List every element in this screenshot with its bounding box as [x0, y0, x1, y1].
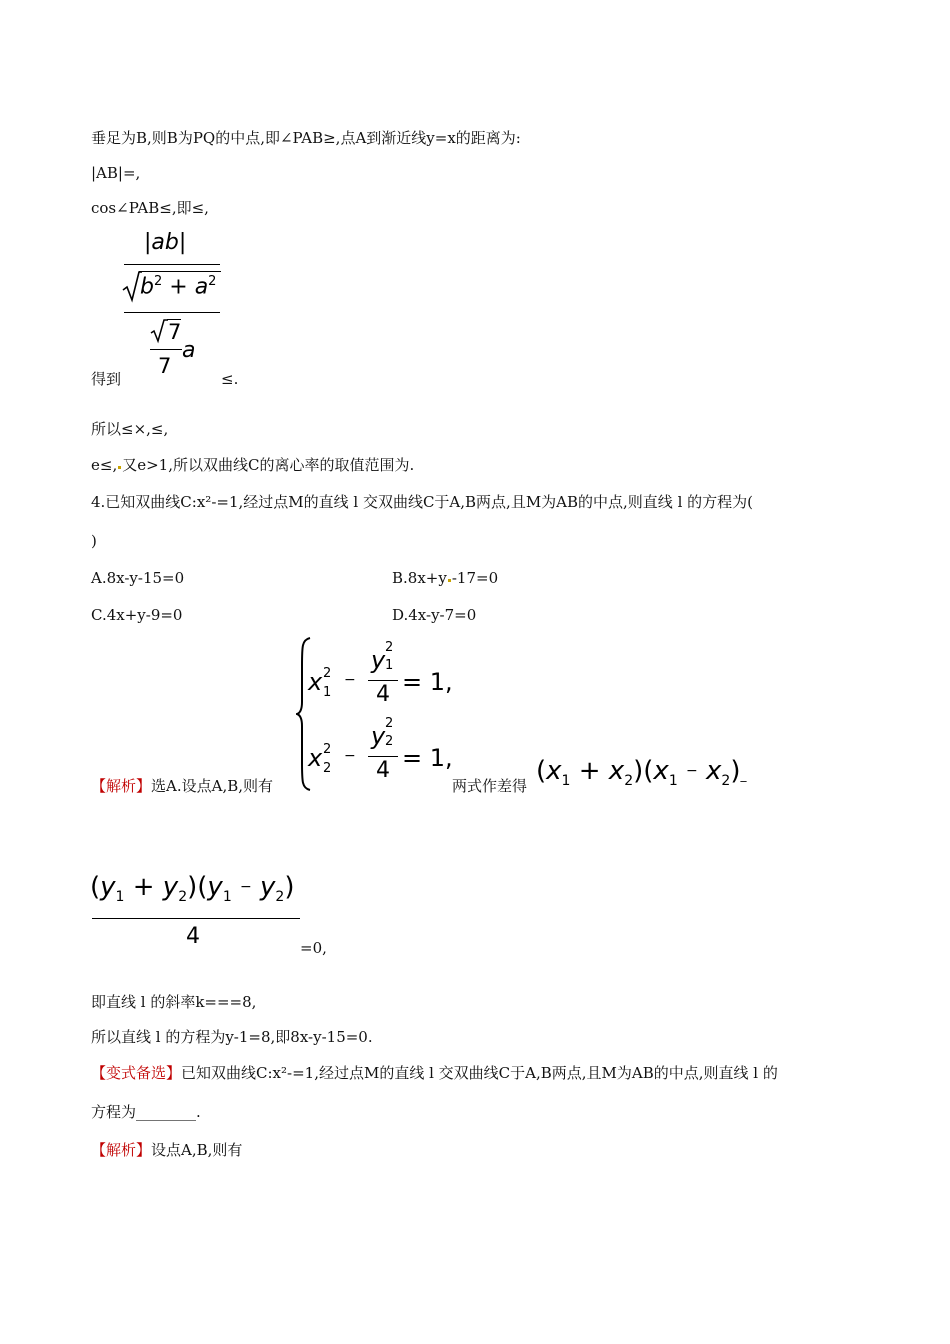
var-x: x [546, 756, 562, 786]
var-y: y [371, 722, 386, 750]
sqrt-content [140, 274, 216, 299]
text-line-6 [91, 455, 414, 475]
option-d: D.4x-y-7=0 [392, 606, 477, 624]
sub-2: 2 [385, 734, 394, 749]
var-x: x [308, 668, 323, 696]
minus-sign: − [344, 672, 356, 688]
sub-1: 1 [323, 685, 332, 700]
marker-dot [118, 466, 121, 469]
denominator-4: 4 [376, 682, 390, 707]
text-line-5: 所以≤×,≤, [91, 420, 169, 438]
sup-2: 2 [385, 640, 394, 655]
plus-sign: + [169, 274, 188, 300]
paren-close: ) [187, 872, 198, 902]
sqrt-sign-7 [150, 318, 168, 344]
bianshi-tag: 【变式备选】 [91, 1064, 182, 1082]
frac-bar-2 [368, 756, 398, 757]
paren-open: ( [643, 756, 654, 786]
frac-bar-1 [368, 680, 398, 681]
sub-1: 1 [222, 889, 232, 906]
main-fraction-bar [124, 312, 220, 313]
var-y: y [162, 872, 179, 902]
denominator-7: 7 [158, 354, 172, 378]
two-eq-diff: 两式作差得 [452, 777, 528, 795]
plus-sign: + [578, 756, 601, 786]
equation-system [296, 636, 466, 796]
small-fraction-bar [150, 349, 182, 350]
var-y: y [260, 872, 276, 902]
paren-open: ( [197, 872, 208, 902]
product-x: $(x_1 + x_2)(x_1$ − $x_2)\_$ [536, 756, 747, 790]
sub-2: 2 [178, 889, 188, 906]
text-line-6b: 又e>1,所以双曲线C的离心率的取值范围为. [122, 456, 415, 474]
sub-2: 2 [721, 773, 731, 790]
sub-2: 2 [275, 889, 285, 906]
text-line-6a: e≤, [91, 456, 118, 474]
abs-ab: |ab| [144, 230, 187, 255]
jiexi-line [91, 776, 273, 796]
var-x: x [308, 744, 323, 772]
text-line-1: 垂足为B,则B为PQ的中点,即∠PAB≥,点A到渐近线y=x的距离为: [91, 129, 521, 147]
paren-close: ) [730, 756, 741, 786]
paren-close: ) [284, 872, 295, 902]
option-a: A.8x-y-15=0 [91, 569, 185, 587]
var-a-factor: a [182, 338, 196, 363]
eq2-x [308, 744, 322, 772]
text-line-2: |AB|=, [91, 164, 141, 182]
var-x: x [706, 756, 722, 786]
jiexi-text: 选A.设点A,B,则有 [151, 777, 274, 795]
jiexi2-line [91, 1140, 242, 1160]
var-x: x [653, 756, 669, 786]
text-line-3: cos∠PAB≤,即≤, [91, 199, 209, 217]
line-equation: 所以直线 l 的方程为y-1=8,即8x-y-15=0. [91, 1028, 373, 1046]
bianshi-text: 已知双曲线C:x²-=1,经过点M的直线 l 交双曲线C于A,B两点,且M为AB的中点,则直线 l 的 [181, 1064, 778, 1082]
bianshi-cont: 方程为________. [91, 1103, 201, 1121]
minus-sign: − [344, 748, 356, 764]
option-c: C.4x+y-9=0 [91, 606, 183, 624]
sub-2: 2 [624, 773, 634, 790]
option-b [392, 568, 498, 588]
equals-one: = 1, [402, 744, 453, 772]
bianshi-line [91, 1063, 778, 1083]
paren-open: ( [536, 756, 547, 786]
minus-sign: − [686, 763, 698, 779]
var-y: y [207, 872, 223, 902]
denominator-4: 4 [186, 924, 200, 949]
sup-2: 2 [385, 716, 394, 731]
marker-dot [448, 579, 451, 582]
sub-1: 1 [115, 889, 125, 906]
var-y: y [371, 646, 386, 674]
minus-sign: − [240, 879, 252, 895]
compound-fraction [120, 226, 230, 386]
sub-1: 1 [561, 773, 571, 790]
var-x: x [608, 756, 625, 786]
sup-2: 2 [208, 274, 217, 289]
equals-one: = 1, [402, 668, 453, 696]
inner-fraction-bar [124, 264, 220, 265]
paren-close: ) [633, 756, 644, 786]
sub-2: 2 [323, 761, 332, 776]
var-a: a [194, 274, 209, 300]
jiexi2-text: 设点A,B,则有 [151, 1141, 243, 1159]
equals-zero: =0, [300, 939, 327, 957]
option-b-pre: B.8x+y [392, 569, 447, 587]
sub-1: 1 [385, 658, 394, 673]
question-4: 4.已知双曲线C:x²-=1,经过点M的直线 l 交双曲线C于A,B两点,且M为AB的中点,则直线 l 的方程为( [91, 493, 753, 511]
sup-2: 2 [323, 742, 332, 757]
sup-2: 2 [153, 274, 163, 289]
option-b-post: -17=0 [451, 569, 499, 587]
sub-1: 1 [668, 773, 678, 790]
text-line-4-prefix: 得到 [91, 370, 122, 388]
paren-open: ( [90, 872, 101, 902]
sqrt-sign [122, 270, 142, 304]
sqrt-vinculum [139, 271, 221, 272]
frac-bar-y [92, 918, 300, 919]
sup-2: 2 [323, 666, 332, 681]
plus-sign: + [132, 872, 155, 902]
product-y [90, 872, 294, 905]
denominator-4: 4 [376, 758, 390, 783]
question-4-close: ) [91, 532, 97, 550]
eq1-x [308, 668, 322, 696]
var-y: y [100, 872, 116, 902]
var-b: b [140, 274, 154, 300]
slope-line: 即直线 l 的斜率k===8, [91, 993, 257, 1011]
text-line-4-suffix: ≤. [221, 370, 239, 388]
jiexi2-tag: 【解析】 [91, 1141, 152, 1159]
jiexi-tag: 【解析】 [91, 777, 152, 795]
sqrt7-value: 7 [168, 320, 182, 344]
product-y-fraction [90, 872, 310, 952]
